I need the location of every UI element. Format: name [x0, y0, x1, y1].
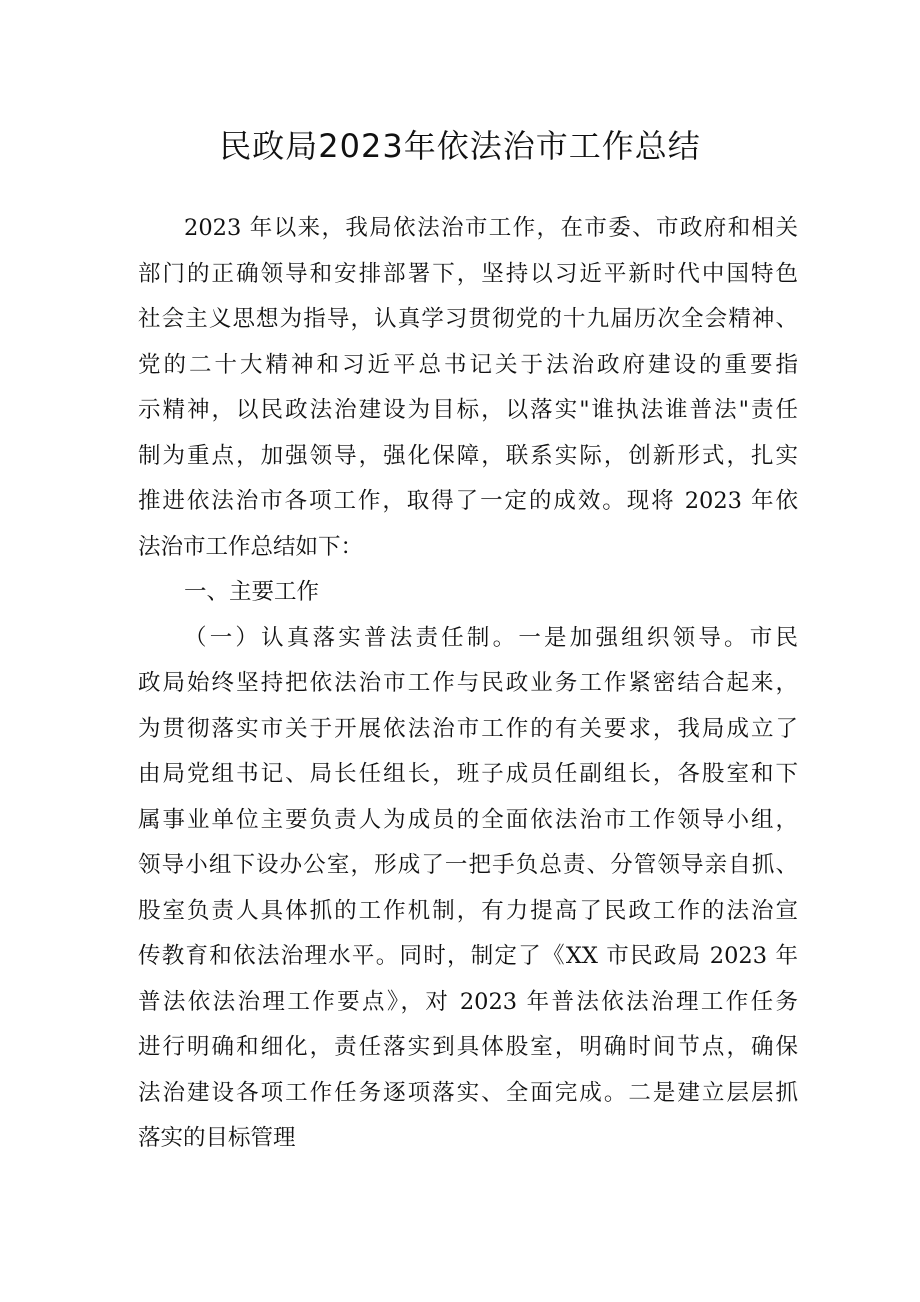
paragraph-line: 股室负责人具体抓的工作机制，有力提高了民政工作的法治宣: [138, 897, 798, 924]
paragraph-line: 普法依法治理工作要点》，对 2023 年普法依法治理工作任务: [138, 988, 798, 1015]
paragraph-line: 属事业单位主要负责人为成员的全面依法治市工作领导小组，: [138, 806, 798, 833]
paragraph-line: 2023 年以来，我局依法治市工作，在市委、市政府和相关: [184, 215, 798, 241]
document-body: [138, 206, 798, 1162]
paragraph-line: 法治市工作总结如下：: [138, 533, 364, 560]
section-heading: 一、主要工作: [184, 579, 320, 605]
paragraph-line: 落实的目标管理: [138, 1125, 296, 1151]
paragraph-line: 社会主义思想为指导，认真学习贯彻党的十九届历次全会精神、: [138, 306, 798, 332]
paragraph-line: 由局党组书记、局长任组长，班子成员任副组长，各股室和下: [138, 761, 798, 787]
paragraph-line: 法治建设各项工作任务逐项落实、全面完成。二是建立层层抓: [138, 1079, 798, 1106]
paragraph-line: 推进依法治市各项工作，取得了一定的成效。现将 2023 年依: [138, 488, 798, 514]
paragraph-line: （一）认真落实普法责任制。一是加强组织领导。市民: [184, 624, 798, 651]
paragraph-line: 党的二十大精神和习近平总书记关于法治政府建设的重要指: [138, 351, 798, 378]
paragraph-line: 传教育和依法治理水平。同时，制定了《XX 市民政局 2023 年: [138, 943, 798, 969]
paragraph-line: 制为重点，加强领导，强化保障，联系实际，创新形式，扎实: [138, 442, 798, 469]
paragraph-line: 部门的正确领导和安排部署下，坚持以习近平新时代中国特色: [138, 260, 798, 287]
paragraph-line: 政局始终坚持把依法治市工作与民政业务工作紧密结合起来，: [138, 670, 798, 696]
paragraph-line: 为贯彻落实市关于开展依法治市工作的有关要求，我局成立了: [138, 715, 798, 742]
paragraph-line: 示精神，以民政法治建设为目标，以落实"谁执法谁普法"责任: [138, 397, 798, 423]
paragraph-line: 领导小组下设办公室，形成了一把手负总责、分管领导亲自抓、: [138, 852, 798, 878]
paragraph-line: 进行明确和细化，责任落实到具体股室，明确时间节点，确保: [138, 1034, 798, 1060]
document-title: 民政局2023年依法治市工作总结: [219, 127, 701, 165]
